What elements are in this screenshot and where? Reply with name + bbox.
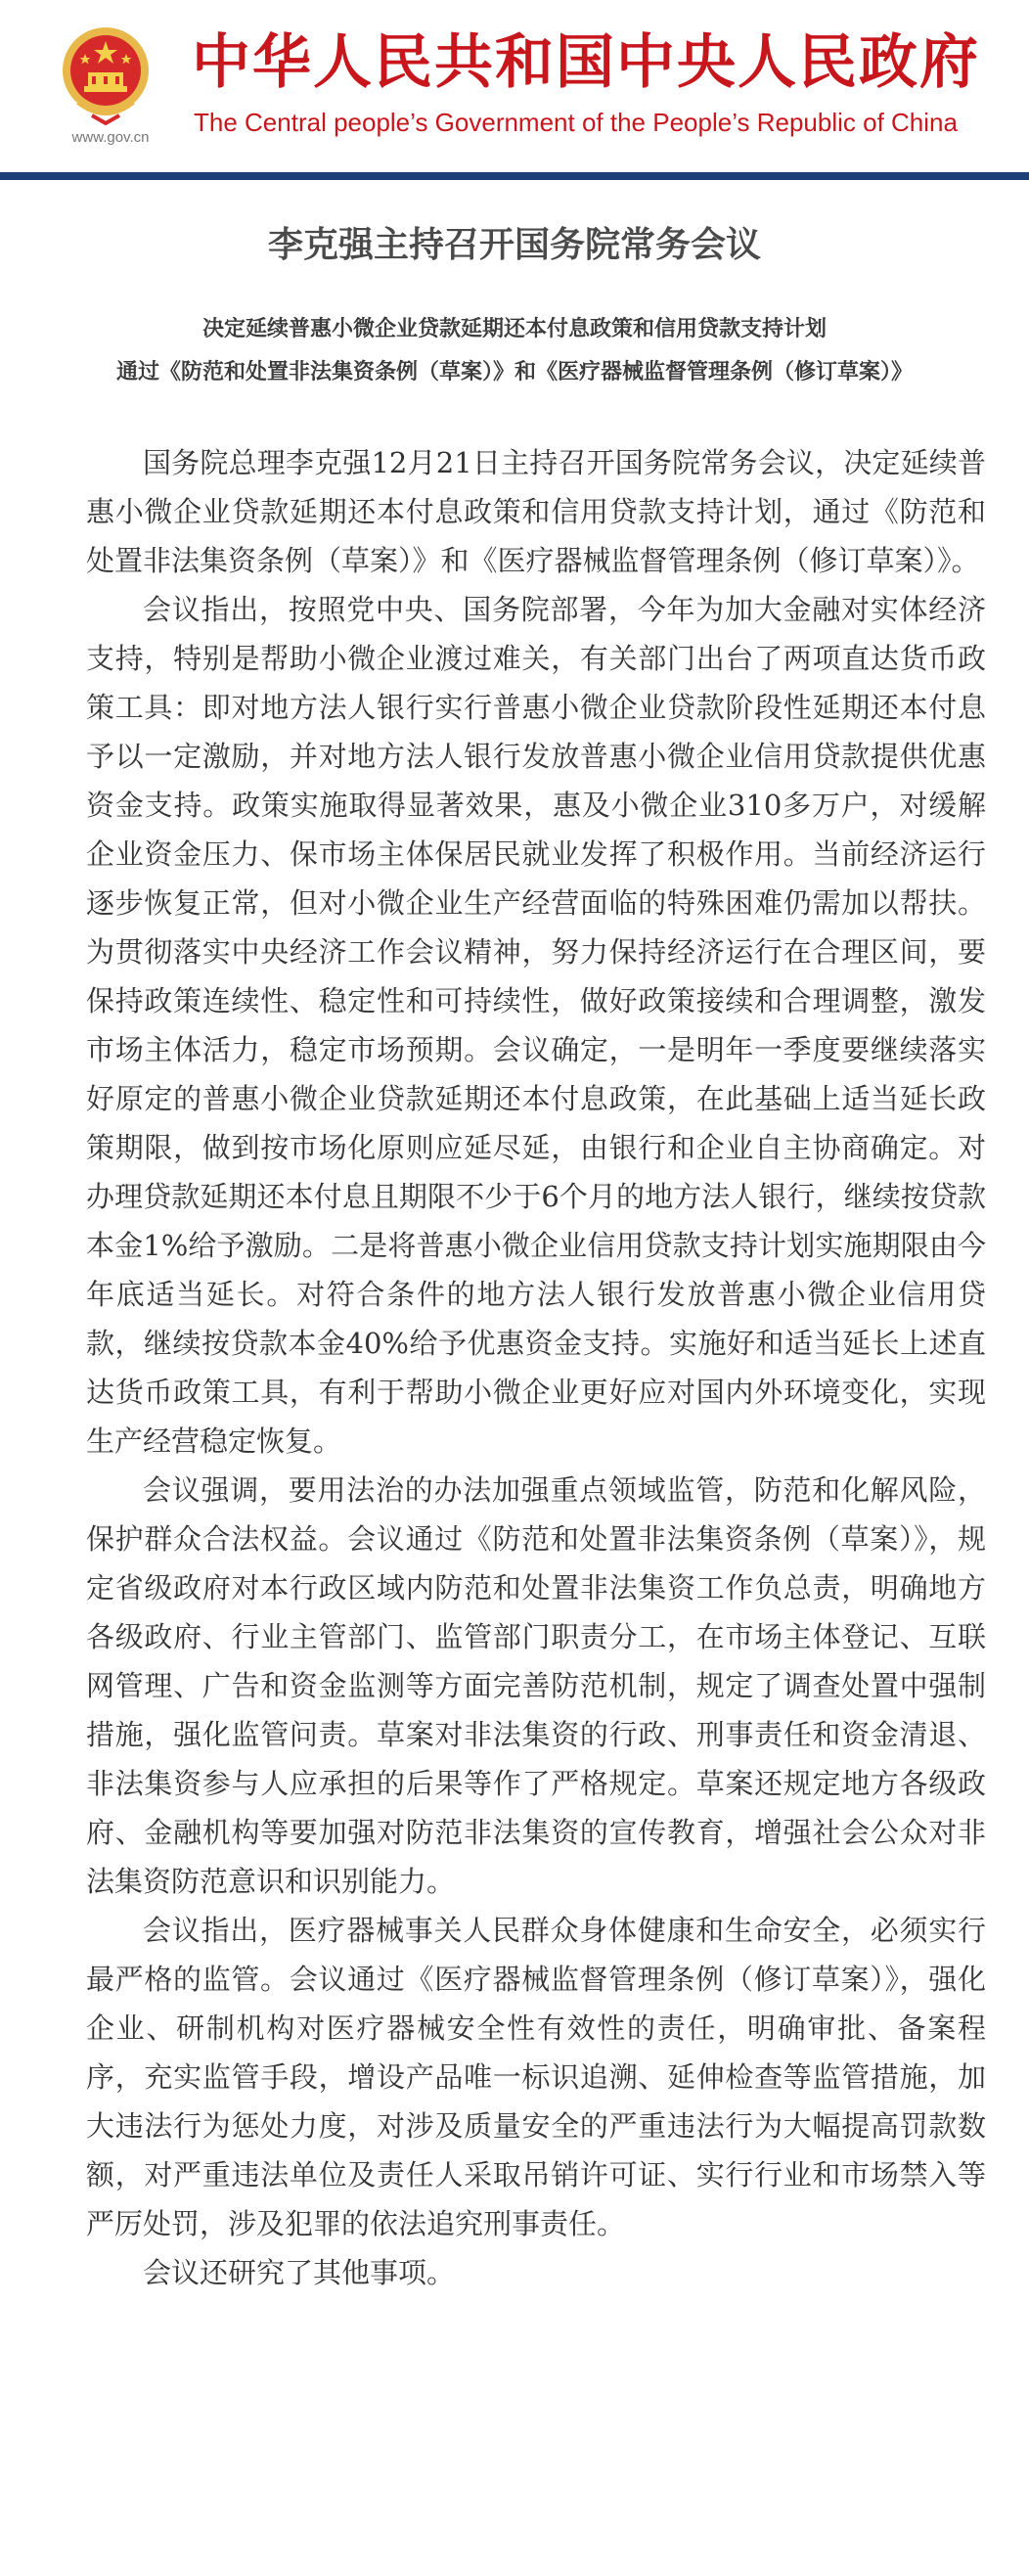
header-divider bbox=[0, 172, 1029, 180]
article-subhead: 决定延续普惠小微企业贷款延期还本付息政策和信用贷款支持计划 bbox=[201, 317, 827, 341]
site-url[interactable]: www.gov.cn bbox=[71, 129, 150, 146]
article-paragraph: 会议指出，医疗器械事关人民群众身体健康和生命安全，必须实行最严格的监管。会议通过《医疗器械监督管理条例（修订草案）》，强化企业、研制机构对医疗器械安全性有效性的责任，明确审批、备案程序，充实监管手段，增设产品唯一标识追溯、延伸检查等监管措施，加大违法行为惩处力度，对涉及质量安全的严重违法行为大幅提高罚款数额，对严重违法单位及责任人采取吊销许可证、实行行业和市场禁入等严厉处罚，涉及犯罪的依法追究刑事责任。 bbox=[86, 1914, 986, 2240]
site-subtitle: The Central people’s Government of the People’s Republic of China bbox=[194, 108, 958, 137]
article-body bbox=[86, 438, 986, 2297]
article-paragraph: 国务院总理李克强12月21日主持召开国务院常务会议，决定延续普惠小微企业贷款延期还本付息政策和信用贷款支持计划，通过《防范和处置非法集资条例（草案）》和《医疗器械监督管理条例（修订草案）》。 bbox=[86, 446, 986, 577]
article-subheads bbox=[0, 308, 1029, 394]
article-paragraph: 会议还研究了其他事项。 bbox=[143, 2256, 456, 2289]
article-paragraph: 会议指出，按照党中央、国务院部署，今年为加大金融对实体经济支持，特别是帮助小微企业渡过难关，有关部门出台了两项直达货币政策工具：即对地方法人银行实行普惠小微企业贷款阶段性延期还本付息予以一定激励，并对地方法人银行发放普惠小微企业信用贷款提供优惠资金支持。政策实施取得显著效果，惠及小微企业310多万户，对缓解企业资金压力、保市场主体保居民就业发挥了积极作用。当前经济运行逐步恢复正常，但对小微企业生产经营面临的特殊困难仍需加以帮扶。为贯彻落实中央经济工作会议精神，努力保持经济运行在合理区间，要保持政策连续性、稳定性和可持续性，做好政策接续和合理调整，激发市场主体活力，稳定市场预期。会议确定，一是明年一季度要继续落实好原定的普惠小微企业贷款延期还本付息政策，在此基础上适当延长政策期限，做到按市场化原则应延尽延，由银行和企业自主协商确定。对办理贷款延期还本付息且期限不少于6个月的地方法人银行，继续按贷款本金1%给予激励。二是将普惠小微企业信用贷款支持计划实施期限由今年底适当延长。对符合条件的地方法人银行发放普惠小微企业信用贷款，继续按贷款本金40%给予优惠资金支持。实施好和适当延长上述直达货币政策工具，有利于帮助小微企业更好应对国内外环境变化，实现生产经营稳定恢复。 bbox=[86, 593, 986, 1458]
site-header bbox=[0, 0, 1029, 168]
article-subhead: 通过《防范和处置非法集资条例（草案）》和《医疗器械监督管理条例（修订草案）》 bbox=[115, 360, 913, 384]
article-title: 李克强主持召开国务院常务会议 bbox=[267, 225, 761, 265]
article-paragraph: 会议强调，要用法治的办法加强重点领域监管，防范和化解风险，保护群众合法权益。会议通过《防范和处置非法集资条例（草案）》，规定省级政府对本行政区域内防范和处置非法集资工作负总责，明确地方各级政府、行业主管部门、监管部门职责分工，在市场主体登记、互联网管理、广告和资金监测等方面完善防范机制，规定了调查处置中强制措施，强化监管问责。草案对非法集资的行政、刑事责任和资金清退、非法集资参与人应承担的后果等作了严格规定。草案还规定地方各级政府、金融机构等要加强对防范非法集资的宣传教育，增强社会公众对非法集资防范意识和识别能力。 bbox=[86, 1473, 986, 1898]
national-emblem-icon[interactable] bbox=[59, 22, 153, 127]
site-title[interactable]: 中华人民共和国中央人民政府 bbox=[192, 28, 980, 97]
